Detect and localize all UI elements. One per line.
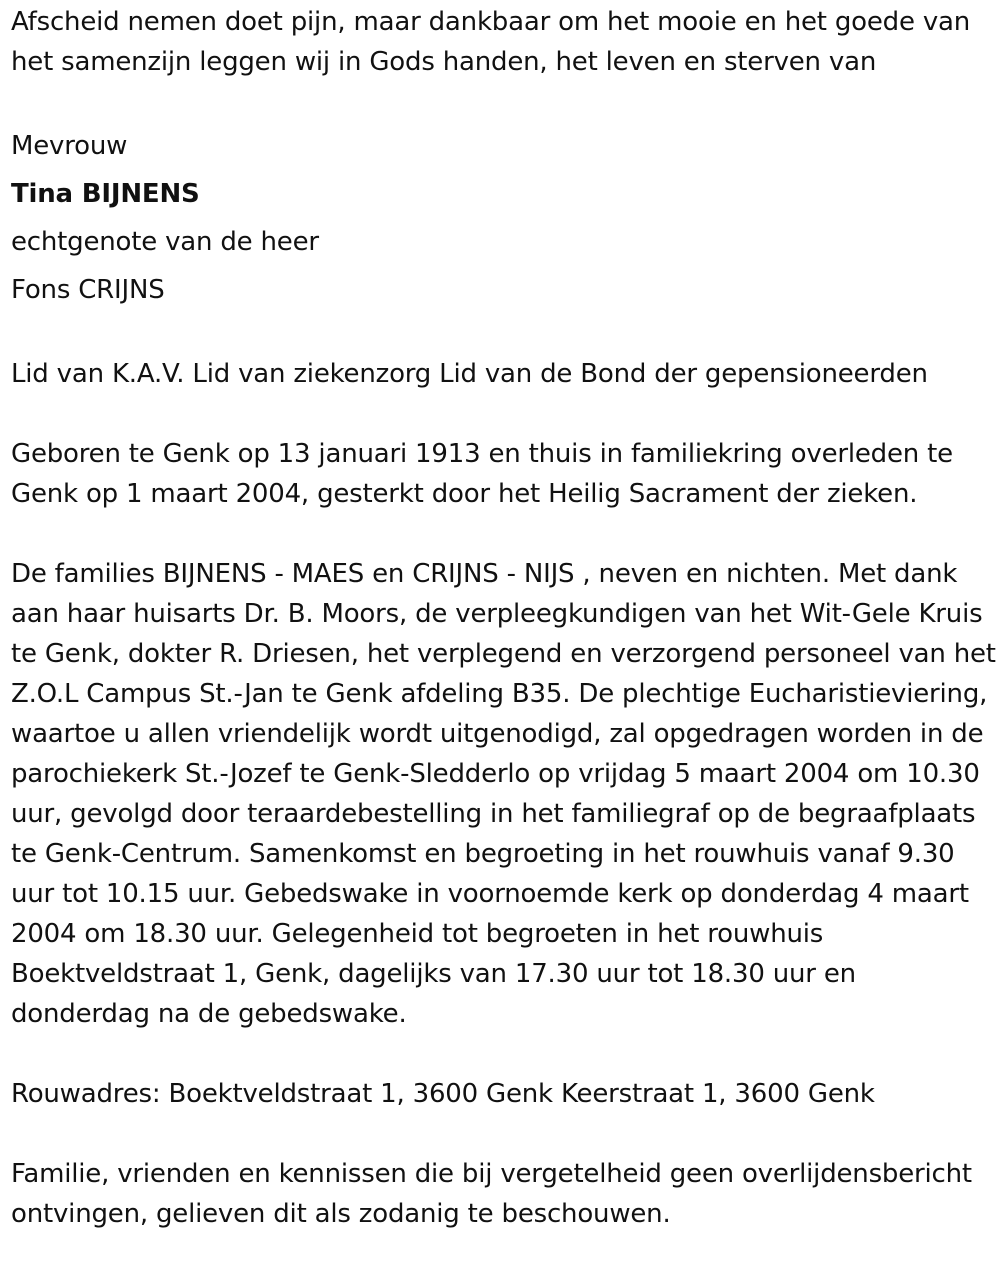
spacer [11,314,996,354]
spouse-name: Fons CRIJNS [11,275,165,305]
spacer [11,1034,996,1074]
memberships-paragraph: Lid van K.A.V. Lid van ziekenzorg Lid van de Bond der gepensioneerden [11,359,928,389]
mourning-address: Rouwadres: Boektveldstraat 1, 3600 Genk Keerstraat 1, 3600 Genk [11,1079,875,1109]
families-service-paragraph: De families BIJNENS - MAES en CRIJNS - NIJS , neven en nichten. Met dank aan haar huisarts Dr. B. Moors, de verpleegkundigen van het Wit-Gele Kruis te Genk, dokter R. Driesen, het verplegend en verzorgend personeel van het Z.O.L Campus St.-Jan te Genk afdeling B35. De plechtige Eucharistieviering, waartoe u allen vriendelijk wordt uitgenodigd, zal opgedragen worden in de parochiekerk St.-Jozef te Genk-Sledderlo op vrijdag 5 maart 2004 om 10.30 uur, gevolgd door teraardebestelling in het familiegraf op de begraafplaats te Genk-Centrum. Samenkomst en begroeting in het rouwhuis vanaf 9.30 uur tot 10.15 uur. Gebedswake in voornoemde kerk op donderdag 4 maart 2004 om 18.30 uur. Gelegenheid tot begroeten in het rouwhuis Boektveldstraat 1, Genk, dagelijks van 17.30 uur tot 18.30 uur en donderdag na de gebedswake. [11,559,996,1029]
person-name: Tina BIJNENS [11,179,200,209]
spacer [11,82,996,122]
deceased-block [11,122,996,314]
spacer [11,394,996,434]
intro-paragraph: Afscheid nemen doet pijn, maar dankbaar om het mooie en het goede van het samenzijn leggen wij in Gods handen, het leven en sterven van [11,7,971,77]
birth-death-paragraph: Geboren te Genk op 13 januari 1913 en thuis in familiekring overleden te Genk op 1 maart 2004, gesterkt door het Heilig Sacrament der zieken. [11,439,953,509]
closing-paragraph: Familie, vrienden en kennissen die bij vergetelheid geen overlijdensbericht ontvingen, gelieven dit als zodanig te beschouwen. [11,1159,972,1229]
person-title: Mevrouw [11,131,128,161]
spacer [11,1114,996,1154]
spacer [11,514,996,554]
person-relation: echtgenote van de heer [11,227,319,257]
obituary-notice [11,2,996,1234]
